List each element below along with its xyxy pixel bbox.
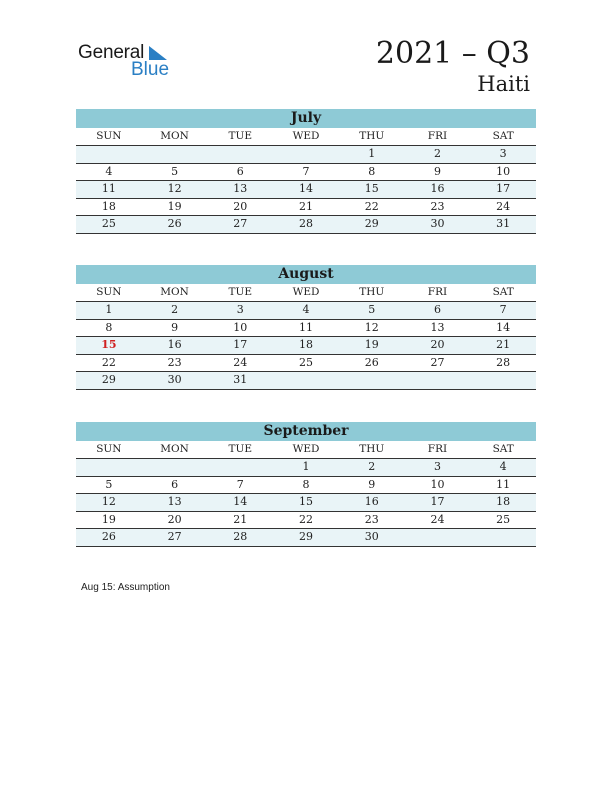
empty-day-cell — [273, 372, 339, 389]
day-cell: 22 — [101, 355, 116, 369]
day-cell: 14 — [496, 320, 511, 334]
day-cell: 5 — [171, 164, 179, 178]
empty-day-cell — [76, 146, 142, 163]
weekday-label: SUN — [96, 443, 122, 455]
month-july — [76, 109, 536, 234]
day-cell: 15 — [299, 495, 314, 508]
day-cell: 30 — [167, 373, 182, 386]
month-august — [76, 265, 536, 390]
day-cell: 14 — [299, 182, 314, 195]
day-cell: 5 — [368, 303, 376, 316]
holiday-day-cell: 15 — [101, 338, 117, 351]
month-september — [76, 422, 536, 547]
day-cell: 18 — [299, 338, 314, 351]
day-cell: 29 — [101, 373, 116, 386]
day-cell: 3 — [236, 303, 244, 316]
weekday-label: WED — [292, 286, 320, 298]
day-cell: 28 — [299, 217, 314, 230]
week-row — [76, 477, 536, 495]
weekday-label: MON — [160, 130, 189, 142]
day-cell: 12 — [101, 495, 116, 508]
week-row — [76, 164, 536, 182]
day-cell: 1 — [105, 303, 113, 316]
month-header: July — [76, 109, 536, 128]
day-cell: 30 — [430, 217, 445, 230]
month-header: August — [76, 265, 536, 284]
day-cell: 24 — [496, 199, 511, 213]
day-cell: 19 — [364, 338, 379, 351]
day-cell: 17 — [233, 338, 248, 351]
day-cell: 20 — [430, 338, 445, 351]
week-row — [76, 355, 536, 373]
day-cell: 17 — [496, 182, 511, 195]
empty-day-cell — [207, 459, 273, 476]
day-cell: 25 — [299, 355, 314, 369]
empty-day-cell — [339, 372, 405, 389]
day-cell: 20 — [233, 199, 248, 213]
day-cell: 27 — [430, 355, 445, 369]
empty-day-cell — [470, 372, 536, 389]
day-cell: 13 — [430, 320, 445, 334]
day-cell: 4 — [499, 460, 507, 473]
day-cell: 26 — [101, 530, 116, 543]
week-row — [76, 529, 536, 547]
day-cell: 31 — [233, 373, 248, 386]
empty-day-cell — [142, 146, 208, 163]
day-cell: 12 — [167, 182, 182, 195]
day-cell: 11 — [299, 320, 314, 334]
day-cell: 14 — [233, 495, 248, 508]
day-cell: 18 — [496, 495, 511, 508]
day-cell: 23 — [430, 199, 445, 213]
day-cell: 26 — [167, 217, 182, 230]
day-cell: 27 — [167, 530, 182, 543]
empty-day-cell — [405, 372, 471, 389]
weekday-label: SUN — [96, 130, 122, 142]
weekday-label: THU — [359, 286, 385, 298]
empty-day-cell — [207, 146, 273, 163]
empty-day-cell — [273, 146, 339, 163]
weekday-label: FRI — [427, 443, 448, 455]
weekday-label: SAT — [492, 130, 514, 142]
logo-word-blue: Blue — [131, 59, 170, 80]
day-cell: 6 — [236, 164, 244, 178]
weekday-label: SAT — [492, 443, 514, 455]
day-cell: 26 — [364, 355, 379, 369]
day-cell: 1 — [302, 460, 310, 473]
weekday-header-row — [76, 284, 536, 302]
day-cell: 29 — [299, 530, 314, 543]
day-cell: 20 — [167, 512, 182, 526]
day-cell: 30 — [364, 530, 379, 543]
day-cell: 28 — [233, 530, 248, 543]
day-cell: 22 — [299, 512, 314, 526]
day-cell: 31 — [496, 217, 511, 230]
day-cell: 7 — [499, 303, 507, 316]
empty-day-cell — [470, 529, 536, 546]
weekday-label: THU — [359, 130, 385, 142]
day-cell: 28 — [496, 355, 511, 369]
country-name: Haiti — [477, 72, 530, 96]
week-row — [76, 320, 536, 338]
week-row — [76, 494, 536, 512]
day-cell: 21 — [299, 199, 314, 213]
day-cell: 25 — [496, 512, 511, 526]
day-cell: 29 — [364, 217, 379, 230]
day-cell: 13 — [233, 182, 248, 195]
day-cell: 10 — [233, 320, 248, 334]
weekday-label: WED — [292, 130, 320, 142]
day-cell: 15 — [364, 182, 379, 195]
weekday-label: MON — [160, 443, 189, 455]
day-cell: 8 — [368, 164, 376, 178]
empty-day-cell — [405, 529, 471, 546]
day-cell: 8 — [105, 320, 113, 334]
day-cell: 2 — [433, 147, 441, 160]
day-cell: 6 — [171, 477, 179, 491]
day-cell: 22 — [364, 199, 379, 213]
day-cell: 19 — [101, 512, 116, 526]
week-row — [76, 372, 536, 390]
day-cell: 11 — [496, 477, 511, 491]
day-cell: 11 — [101, 182, 116, 195]
day-cell: 2 — [171, 303, 179, 316]
day-cell: 4 — [105, 164, 113, 178]
day-cell: 17 — [430, 495, 445, 508]
day-cell: 7 — [302, 164, 310, 178]
day-cell: 18 — [101, 199, 116, 213]
generalblue-logo — [78, 42, 188, 82]
week-row — [76, 146, 536, 164]
day-cell: 8 — [302, 477, 310, 491]
weekday-label: FRI — [427, 130, 448, 142]
month-header: September — [76, 422, 536, 441]
weekday-label: THU — [359, 443, 385, 455]
day-cell: 19 — [167, 199, 182, 213]
day-cell: 7 — [236, 477, 244, 491]
week-row — [76, 337, 536, 355]
day-cell: 9 — [433, 164, 441, 178]
week-row — [76, 459, 536, 477]
weekday-label: TUE — [228, 286, 253, 298]
day-cell: 10 — [430, 477, 445, 491]
day-cell: 24 — [233, 355, 248, 369]
empty-day-cell — [76, 459, 142, 476]
day-cell: 9 — [171, 320, 179, 334]
weekday-label: SAT — [492, 286, 514, 298]
week-row — [76, 199, 536, 217]
day-cell: 1 — [368, 147, 376, 160]
day-cell: 2 — [368, 460, 376, 473]
day-cell: 5 — [105, 477, 113, 491]
week-row — [76, 216, 536, 234]
day-cell: 6 — [433, 303, 441, 316]
week-row — [76, 181, 536, 199]
weekday-header-row — [76, 128, 536, 146]
day-cell: 16 — [430, 182, 445, 195]
day-cell: 3 — [433, 460, 441, 473]
week-row — [76, 302, 536, 320]
holiday-note: Aug 15: Assumption — [81, 582, 170, 593]
day-cell: 21 — [233, 512, 248, 526]
day-cell: 16 — [167, 338, 182, 351]
weekday-label: TUE — [228, 443, 253, 455]
day-cell: 3 — [499, 147, 507, 160]
day-cell: 23 — [364, 512, 379, 526]
logo-word-general: General — [78, 42, 145, 63]
day-cell: 25 — [101, 217, 116, 230]
weekday-label: SUN — [96, 286, 122, 298]
day-cell: 13 — [167, 495, 182, 508]
day-cell: 16 — [364, 495, 379, 508]
empty-day-cell — [142, 459, 208, 476]
day-cell: 12 — [364, 320, 379, 334]
page-title: 2021 – Q3 — [375, 36, 530, 71]
day-cell: 4 — [302, 303, 310, 316]
day-cell: 10 — [496, 164, 511, 178]
weekday-label: TUE — [228, 130, 253, 142]
day-cell: 9 — [368, 477, 376, 491]
day-cell: 24 — [430, 512, 445, 526]
day-cell: 27 — [233, 217, 248, 230]
weekday-header-row — [76, 441, 536, 459]
weekday-label: MON — [160, 286, 189, 298]
week-row — [76, 512, 536, 530]
day-cell: 23 — [167, 355, 182, 369]
weekday-label: WED — [292, 443, 320, 455]
weekday-label: FRI — [427, 286, 448, 298]
day-cell: 21 — [496, 338, 511, 351]
